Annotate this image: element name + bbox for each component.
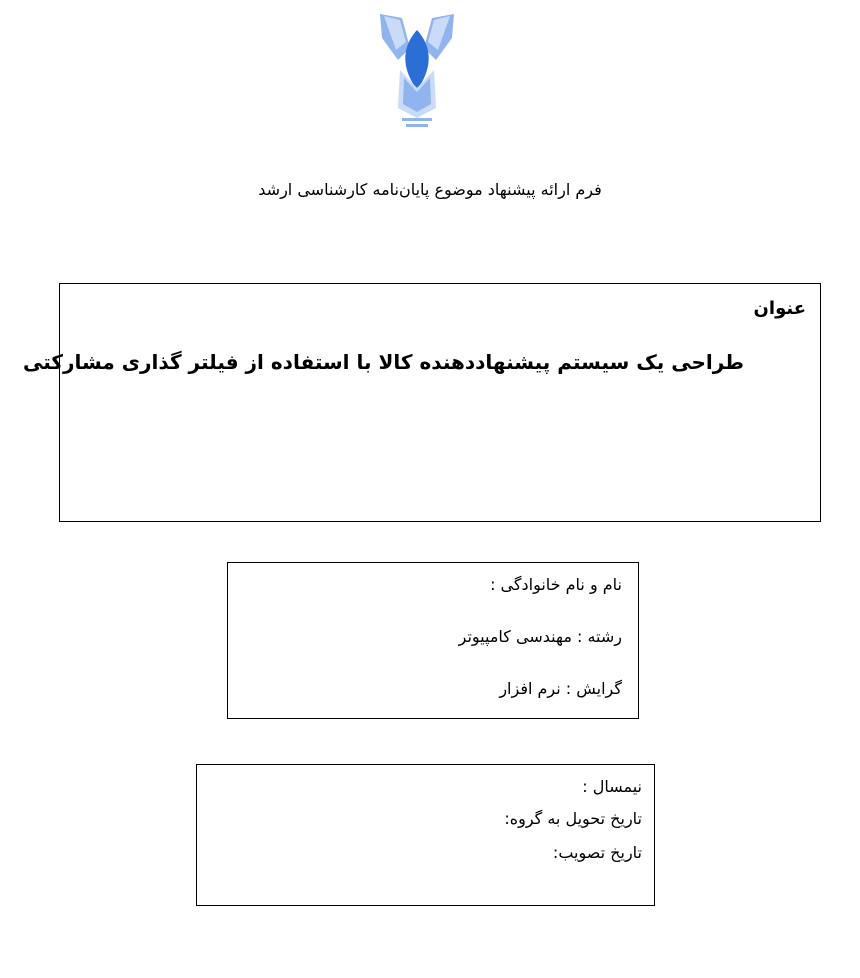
specialization: گرایش : نرم افزار xyxy=(499,679,622,698)
logo-caption-line xyxy=(402,118,432,121)
title-label: عنوان xyxy=(753,298,806,319)
delivery-date-label: تاریخ تحویل به گروه: xyxy=(504,809,642,828)
dates-box xyxy=(196,764,655,906)
form-title: فرم ارائه پیشنهاد موضوع پایان‌نامه کارشناسی ارشد xyxy=(258,180,602,199)
approval-date-label: تاریخ تصویب: xyxy=(552,843,642,862)
field-of-study: رشته : مهندسی کامپیوتر xyxy=(458,627,622,646)
student-info-box xyxy=(227,562,639,719)
university-logo xyxy=(376,8,458,138)
thesis-title: طراحی یک سیستم پیشنهاددهنده کالا با استفاده از فیلتر گذاری مشارکتی xyxy=(22,350,744,374)
logo-center-emblem xyxy=(405,30,428,88)
university-logo-icon xyxy=(376,8,458,138)
logo-caption-line xyxy=(406,124,428,127)
student-name-label: نام و نام خانوادگی : xyxy=(490,575,622,594)
semester-label: نیمسال : xyxy=(582,777,642,796)
title-box xyxy=(22,283,821,522)
